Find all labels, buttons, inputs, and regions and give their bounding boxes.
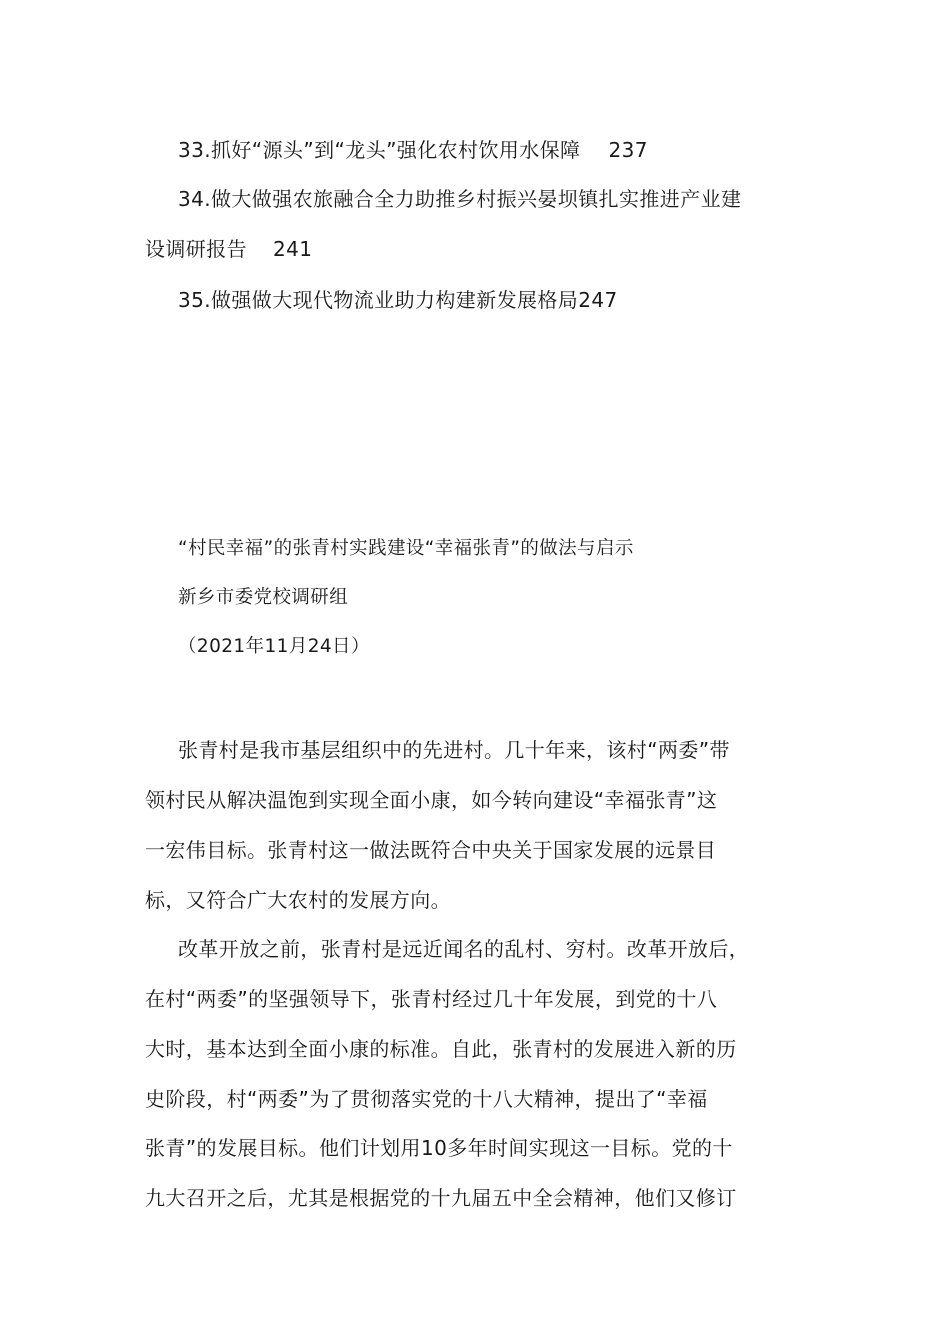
toc-entry-35[interactable] [178, 276, 843, 324]
toc-entry-title: 35.做强做大现代物流业助力构建新发展格局 [178, 288, 579, 312]
toc-entry-title: 33.抓好“源头”到“龙头”强化农村饮用水保障 [178, 138, 581, 162]
body-line: 大时，基本达到全面小康的标准。自此，张青村的发展进入新的历 [145, 1037, 737, 1061]
body-line: 张青村是我市基层组织中的先进村。几十年来，该村“两委”带 [178, 738, 730, 762]
article-author: 新乡市委党校调研组 [178, 587, 349, 608]
body-line: 张青”的发展目标。他们计划用10多年时间实现这一目标。党的十 [145, 1136, 733, 1160]
toc-entry-33[interactable] [178, 126, 843, 174]
article-date: （2021年11月24日） [178, 636, 370, 657]
body-line: 在村“两委”的坚强领导下，张青村经过几十年发展，到党的十八 [145, 987, 718, 1011]
body-line: 改革开放之前，张青村是远近闻名的乱村、穷村。改革开放后， [178, 937, 750, 961]
toc-entry-page: 237 [608, 138, 648, 162]
toc-entry-34-cont[interactable] [145, 225, 810, 273]
toc-entry-title-line1: 34.做大做强农旅融合全力助推乡村振兴晏坝镇扎实推进产业建 [178, 187, 742, 211]
body-line: 史阶段，村“两委”为了贯彻落实党的十八大精神，提出了“幸福 [145, 1087, 708, 1111]
toc-entry-title-line2: 设调研报告 [145, 237, 247, 261]
toc-entry-page: 241 [273, 237, 313, 261]
body-line: 标，又符合广大农村的发展方向。 [145, 888, 451, 912]
body-line: 一宏伟目标。张青村这一做法既符合中央关于国家发展的远景目 [145, 838, 717, 862]
toc-entry-34[interactable] [178, 175, 843, 223]
article-title: “村民幸福”的张青村实践建设“幸福张青”的做法与启示 [178, 538, 634, 559]
toc-entry-page: 247 [578, 288, 618, 312]
body-line: 九大召开之后，尤其是根据党的十九届五中全会精神，他们又修订 [145, 1186, 737, 1210]
body-line: 领村民从解决温饱到实现全面小康，如今转向建设“幸福张青”这 [145, 788, 718, 812]
